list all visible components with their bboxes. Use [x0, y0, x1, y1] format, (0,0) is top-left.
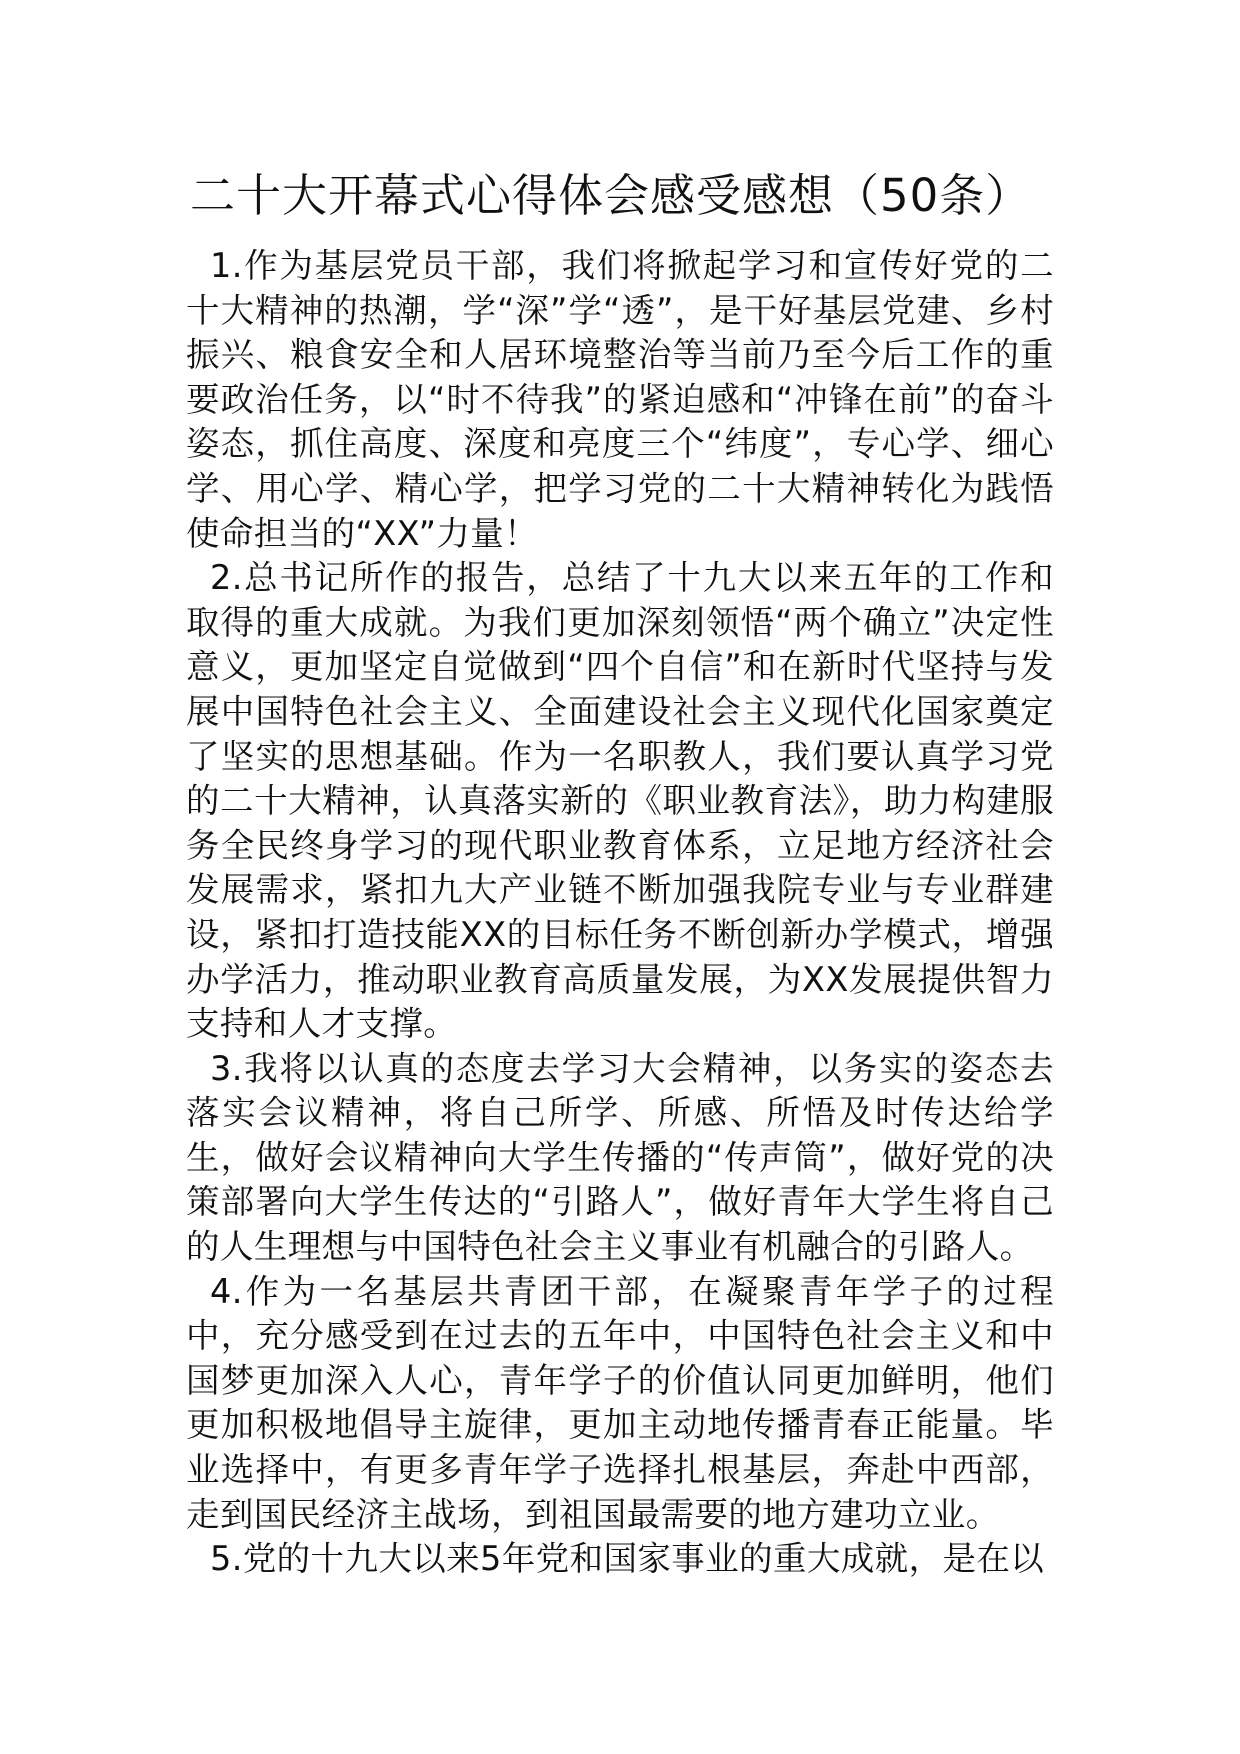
document-title: 二十大开幕式心得体会感受感想（50条）: [190, 169, 1032, 222]
paragraph-5: 5.党的十九大以来5年党和国家事业的重大成就，是在以: [210, 1539, 1045, 1579]
paragraph-4: 4.作为一名基层共青团干部，在凝聚青年学子的过程中，充分感受到在过去的五年中，中国特色社会主义和中国梦更加深入人心，青年学子的价值认同更加鲜明，他们更加积极地倡导主旋律，更加主动地传播青春正能量。毕业选择中，有更多青年学子选择扎根基层，奔赴中西部，走到国民经济主战场，到祖国最需要的地方建功立业。: [186, 1271, 1054, 1534]
paragraph-2: 2.总书记所作的报告，总结了十九大以来五年的工作和取得的重大成就。为我们更加深刻领悟“两个确立”决定性意义，更加坚定自觉做到“四个自信”和在新时代坚持与发展中国特色社会主义、全面建设社会主义现代化国家奠定了坚实的思想基础。作为一名职教人，我们要认真学习党的二十大精神，认真落实新的《职业教育法》，助力构建服务全民终身学习的现代职业教育体系，立足地方经济社会发展需求，紧扣九大产业链不断加强我院专业与专业群建设，紧扣打造技能XX的目标任务不断创新办学模式，增强办学活力，推动职业教育高质量发展，为XX发展提供智力支持和人才支撑。: [186, 558, 1054, 1044]
paragraph-3: 3.我将以认真的态度去学习大会精神，以务实的姿态去落实会议精神，将自己所学、所感、所悟及时传达给学生，做好会议精神向大学生传播的“传声筒”，做好党的决策部署向大学生传达的“引路人”，做好青年大学生将自己的人生理想与中国特色社会主义事业有机融合的引路人。: [186, 1048, 1054, 1267]
paragraph-1: 1.作为基层党员干部，我们将掀起学习和宣传好党的二十大精神的热潮，学“深”学“透”，是干好基层党建、乡村振兴、粮食安全和人居环境整治等当前乃至今后工作的重要政治任务，以“时不待我”的紧迫感和“冲锋在前”的奋斗姿态，抓住高度、深度和亮度三个“纬度”，专心学、细心学、用心学、精心学，把学习党的二十大精神转化为践悟使命担当的“XX”力量！: [186, 246, 1054, 553]
document-body: [186, 244, 1054, 1582]
